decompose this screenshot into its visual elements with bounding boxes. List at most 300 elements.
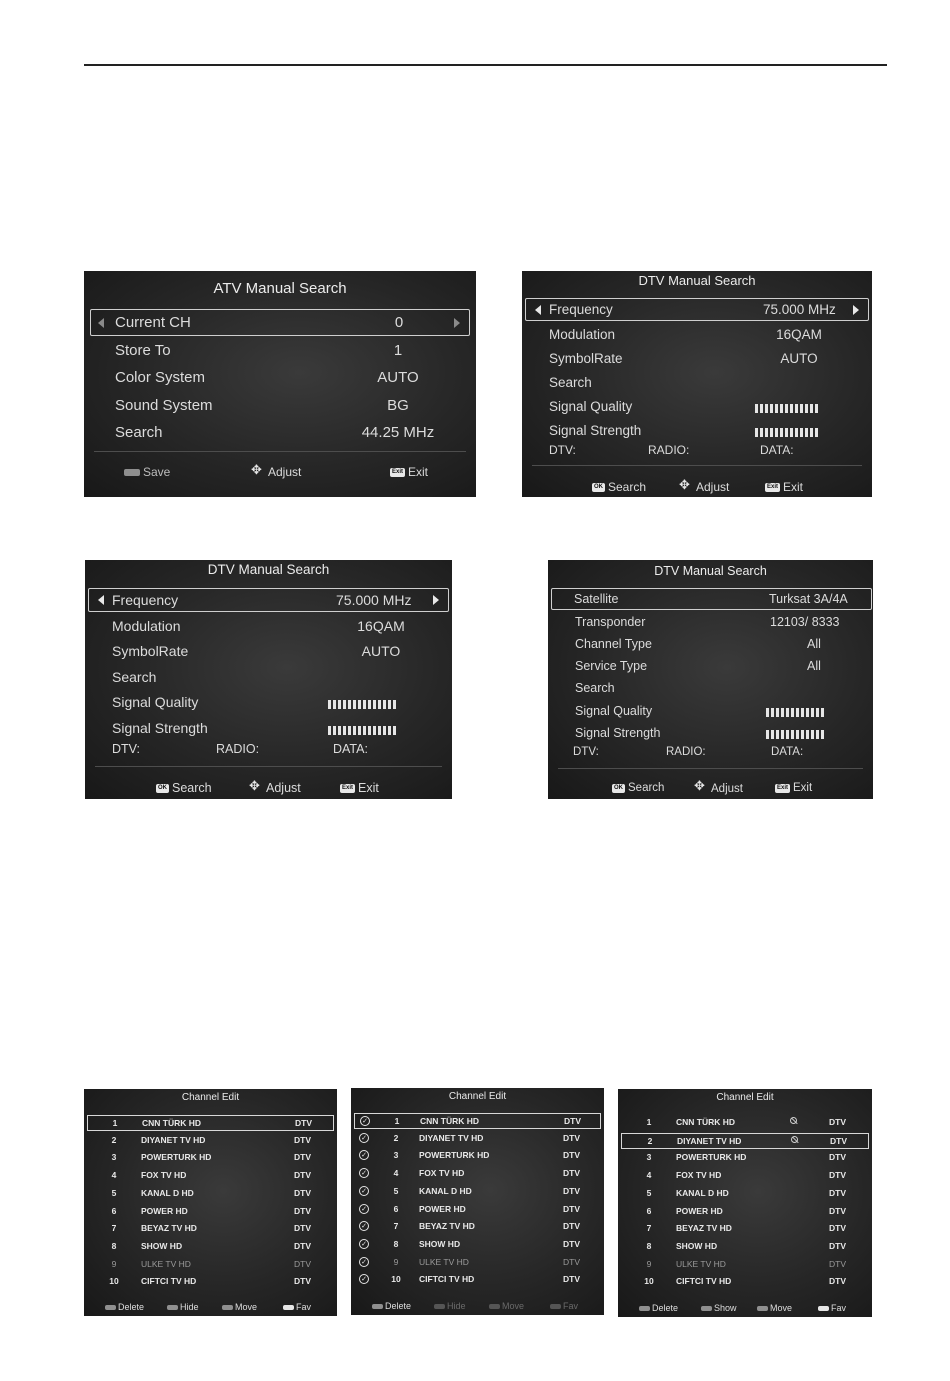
row-value: AUTO [780,351,818,366]
fav-key-icon [283,1305,294,1310]
panel-title: Channel Edit [716,1092,774,1103]
search-row[interactable] [528,372,866,394]
panel-footer [85,781,452,797]
arrow-left-icon[interactable] [535,305,541,315]
adjust-label: Adjust [711,782,743,795]
channel-type: DTV [563,1238,580,1249]
navigate-icon [252,466,265,479]
channel-name: POWERTURK HD [141,1152,212,1163]
adjust-hint[interactable] [695,782,743,795]
channel-type: DTV [563,1274,580,1285]
check-circle-icon[interactable]: ✓ [359,1257,369,1267]
signal-quality-bars [766,705,826,719]
row-value: All [807,637,821,651]
channel-number: 3 [393,1150,399,1161]
channel-row[interactable] [621,1186,869,1202]
ok-key-icon: OK [614,784,623,791]
row-value: 16QAM [776,327,822,342]
frequency-row[interactable] [88,588,449,612]
channel-type: DTV [830,1135,847,1146]
hide-hint[interactable] [434,1301,466,1311]
channel-type: DTV [563,1221,580,1232]
channel-row[interactable] [621,1204,869,1220]
row-label: Service Type [575,659,648,673]
fav-key-icon [550,1304,561,1309]
channel-row[interactable] [87,1239,334,1255]
channel-number: 10 [109,1276,119,1287]
channel-row[interactable] [354,1113,601,1129]
row-label: Signal Strength [549,423,642,438]
channel-name: SHOW HD [141,1240,183,1251]
store-to-row[interactable] [90,338,470,364]
channel-row[interactable] [87,1204,334,1220]
data-count-label: DATA: [333,742,368,756]
channel-name: BEYAZ TV HD [676,1223,732,1234]
channel-number: 1 [646,1117,652,1127]
row-label: SymbolRate [112,643,189,659]
channel-name: CNN TÜRK HD [676,1117,736,1127]
channel-row[interactable] [354,1131,601,1147]
modulation-row[interactable] [91,615,446,639]
grey-key-icon [124,469,140,476]
arrow-left-icon[interactable] [98,318,104,328]
move-label: Move [235,1302,258,1312]
fav-hint[interactable] [818,1303,846,1313]
check-circle-icon[interactable]: ✓ [360,1116,370,1126]
row-value: All [807,659,821,673]
exit-hint[interactable] [340,781,379,795]
channel-number: 8 [111,1240,117,1251]
counts-row [91,741,446,759]
show-label: Show [714,1303,737,1313]
row-label: SymbolRate [549,351,623,366]
row-value: 0 [394,314,404,331]
delete-hint[interactable] [372,1301,411,1311]
channel-type-row[interactable] [554,635,867,655]
check-circle-icon[interactable]: ✓ [359,1186,369,1196]
panel-title: DTV Manual Search [654,564,767,578]
hide-hint[interactable] [167,1302,199,1312]
row-label: Signal Quality [575,704,653,718]
channel-name: POWERTURK HD [419,1150,490,1161]
move-label: Move [502,1301,525,1311]
channel-number: 5 [111,1187,117,1198]
channel-number: 10 [644,1276,654,1287]
channel-number: 8 [646,1240,652,1251]
navigate-icon [250,782,263,795]
check-circle-icon[interactable]: ✓ [359,1204,369,1214]
channel-type: DTV [563,1168,580,1179]
channel-name: POWERTURK HD [676,1152,747,1163]
channel-name: ULKE TV HD [141,1258,191,1269]
channel-type: DTV [294,1276,311,1287]
channel-number: 7 [646,1223,652,1234]
radio-count-label: RADIO: [216,742,260,756]
adjust-hint[interactable] [250,781,301,795]
channel-number: 8 [393,1238,399,1249]
channel-type: DTV [294,1240,311,1251]
hide-label: Hide [180,1302,199,1312]
dtv-count-label: DTV: [549,443,576,457]
signal-strength-row [554,724,867,744]
exit-hint[interactable] [775,782,812,794]
adjust-label: Adjust [266,781,301,795]
yellow-key-icon [489,1304,500,1309]
symbolrate-row[interactable] [528,348,866,370]
row-value: 1 [393,342,403,359]
channel-row[interactable] [354,1255,601,1271]
row-label: Signal Strength [575,726,661,740]
fav-hint[interactable] [283,1302,311,1312]
row-label: Current CH [115,314,191,331]
channel-type: DTV [829,1187,846,1198]
channel-type: DTV [294,1170,311,1181]
row-label: Store To [115,342,171,359]
exit-label: Exit [783,480,804,494]
search-label: Search [608,480,647,494]
channel-name: KANAL D HD [141,1187,194,1198]
row-label: Color System [115,369,206,386]
channel-edit-panel-1 [84,1089,337,1316]
divider [95,766,442,767]
exit-hint[interactable] [390,465,428,479]
channel-name: ULKE TV HD [676,1258,726,1269]
channel-type: DTV [829,1276,846,1287]
channel-name: DIYANET TV HD [677,1135,742,1146]
hidden-channel-icon [791,1136,798,1143]
fav-label: Fav [563,1301,579,1311]
move-hint[interactable] [489,1301,524,1311]
signal-strength-bars [328,721,398,737]
sound-system-row[interactable] [90,393,470,419]
row-value: 75.000 MHz [336,592,412,608]
signal-strength-row [91,717,446,741]
panel-title: DTV Manual Search [638,273,756,288]
panel-footer [522,480,872,496]
channel-number: 3 [646,1152,652,1163]
channel-number: 5 [393,1185,399,1196]
dtv-manual-search-panel-a [522,271,872,497]
channel-row[interactable] [621,1274,869,1290]
symbolrate-row[interactable] [91,640,446,664]
frequency-row[interactable] [525,298,869,321]
row-value: 12103/ 8333 [770,615,840,629]
channel-number: 9 [111,1258,117,1269]
channel-name: CNN TÜRK HD [420,1116,480,1126]
channel-name: FOX TV HD [141,1170,187,1181]
channel-name: CNN TÜRK HD [142,1118,202,1128]
move-label: Move [770,1303,793,1313]
channel-row[interactable] [87,1168,334,1184]
channel-number: 9 [393,1256,399,1267]
exit-key-icon: Exit [392,468,404,475]
green-key-icon [167,1305,178,1310]
check-circle-icon[interactable]: ✓ [359,1133,369,1143]
row-value: 16QAM [357,618,405,634]
search-row[interactable] [554,679,867,699]
adjust-label: Adjust [696,480,730,494]
adjust-label: Adjust [268,465,302,479]
arrow-right-icon[interactable] [433,595,439,605]
channel-row[interactable] [354,1219,601,1235]
delete-hint[interactable] [105,1302,144,1312]
check-circle-icon[interactable]: ✓ [359,1239,369,1249]
channel-type: DTV [563,1185,580,1196]
channel-number: 9 [646,1258,652,1269]
channel-name: ULKE TV HD [419,1256,469,1267]
row-value: BG [387,397,409,414]
divider [94,451,466,452]
search-hint[interactable] [612,782,664,794]
channel-name: POWER HD [676,1205,723,1216]
header-rule [84,64,887,66]
channel-type: DTV [294,1223,311,1234]
fav-label: Fav [831,1303,847,1313]
channel-row[interactable] [87,1150,334,1166]
channel-row[interactable] [87,1221,334,1237]
navigate-icon [695,782,708,795]
channel-type: DTV [563,1203,580,1214]
channel-row[interactable] [87,1186,334,1202]
channel-name: POWER HD [419,1203,466,1214]
row-label: Sound System [115,397,213,414]
counts-row [554,745,867,763]
service-type-row[interactable] [554,657,867,677]
radio-count-label: RADIO: [666,746,706,758]
divider [532,465,862,466]
show-hint[interactable] [701,1303,737,1313]
channel-type: DTV [295,1118,312,1128]
row-label: Signal Strength [112,720,208,736]
yellow-key-icon [222,1305,233,1310]
check-circle-icon[interactable]: ✓ [359,1150,369,1160]
modulation-row[interactable] [528,324,866,346]
channel-number: 4 [393,1168,399,1179]
row-label: Signal Quality [549,399,633,414]
search-hint[interactable] [156,781,212,795]
channel-name: CIFTCI TV HD [141,1276,197,1287]
channel-name: BEYAZ TV HD [419,1221,475,1232]
row-value: Turksat 3A/4A [769,592,848,606]
transponder-row[interactable] [554,613,867,633]
channel-row[interactable] [621,1133,869,1149]
search-label: Search [628,782,665,794]
row-label: Search [112,669,157,685]
channel-row[interactable] [87,1257,334,1273]
radio-count-label: RADIO: [648,443,690,457]
channel-type: DTV [829,1205,846,1216]
channel-row[interactable] [354,1184,601,1200]
counts-row [528,442,866,460]
channel-edit-panel-2 [351,1088,604,1315]
channel-number: 6 [393,1203,399,1214]
channel-name: CIFTCI TV HD [676,1276,732,1287]
data-count-label: DATA: [760,443,794,457]
color-system-row[interactable] [90,365,470,391]
channel-row[interactable] [621,1150,869,1166]
channel-edit-panel-3 [618,1089,872,1317]
exit-label: Exit [408,465,429,479]
data-count-label: DATA: [771,746,804,758]
fav-hint[interactable] [550,1301,578,1311]
ok-key-icon: OK [158,784,167,791]
panel-footer [84,465,476,481]
check-circle-icon[interactable]: ✓ [359,1168,369,1178]
red-key-icon [372,1304,383,1309]
channel-type: DTV [294,1258,311,1269]
panel-title: Channel Edit [181,1092,240,1103]
channel-row[interactable] [621,1221,869,1237]
channel-name: KANAL D HD [676,1187,729,1198]
channel-number: 2 [111,1134,117,1145]
red-key-icon [105,1305,116,1310]
exit-label: Exit [358,781,379,795]
delete-label: Delete [652,1303,679,1313]
delete-label: Delete [385,1301,412,1311]
fav-key-icon [818,1306,829,1311]
channel-row[interactable] [621,1115,869,1131]
signal-strength-row [528,420,866,442]
adjust-hint[interactable] [680,480,729,494]
channel-name: FOX TV HD [676,1170,722,1181]
signal-quality-bars [755,400,820,415]
signal-strength-bars [766,727,826,741]
exit-key-icon: Exit [777,784,789,791]
channel-name: FOX TV HD [419,1168,465,1179]
move-hint[interactable] [222,1302,257,1312]
channel-type: DTV [829,1223,846,1234]
arrow-right-icon[interactable] [853,305,859,315]
channel-type: DTV [829,1240,846,1251]
channel-number: 1 [112,1118,118,1128]
signal-quality-bars [328,695,398,711]
search-label: Search [172,781,212,795]
panel-title: Channel Edit [448,1091,507,1102]
hidden-channel-icon [790,1117,797,1124]
channel-row[interactable] [87,1115,334,1131]
save-hint[interactable] [124,465,170,479]
channel-name: SHOW HD [676,1240,718,1251]
channel-name: KANAL D HD [419,1185,472,1196]
panel-title: ATV Manual Search [213,280,347,297]
channel-type: DTV [564,1116,581,1126]
yellow-key-icon [757,1306,768,1311]
channel-type: DTV [294,1134,311,1145]
row-label: Frequency [112,592,179,608]
search-row[interactable] [91,666,446,690]
delete-hint[interactable] [639,1303,678,1313]
check-circle-icon[interactable]: ✓ [359,1274,369,1284]
channel-number: 2 [393,1132,399,1143]
channel-type: DTV [294,1205,311,1216]
row-value: 44.25 MHz [361,424,435,441]
panel-footer [84,1302,337,1314]
channel-type: DTV [829,1170,846,1181]
channel-type: DTV [829,1117,846,1127]
channel-number: 6 [111,1205,117,1216]
channel-name: POWER HD [141,1205,188,1216]
channel-row[interactable] [354,1166,601,1182]
search-hint[interactable] [592,480,646,494]
channel-row[interactable] [87,1274,334,1290]
channel-row[interactable] [621,1239,869,1255]
green-key-icon [701,1306,712,1311]
channel-row[interactable] [354,1202,601,1218]
adjust-hint[interactable] [252,465,301,479]
row-label: Modulation [112,618,181,634]
channel-number: 10 [391,1274,401,1285]
channel-name: BEYAZ TV HD [141,1223,197,1234]
channel-type: DTV [294,1152,311,1163]
channel-number: 6 [646,1205,652,1216]
green-key-icon [434,1304,445,1309]
satellite-row[interactable] [551,588,872,610]
move-hint[interactable] [757,1303,792,1313]
channel-name: DIYANET TV HD [141,1134,206,1145]
ok-key-icon: OK [594,483,603,490]
channel-type: DTV [829,1152,846,1163]
channel-type: DTV [563,1150,580,1161]
channel-number: 2 [647,1135,653,1146]
exit-hint[interactable] [765,480,803,494]
current-ch-row[interactable] [90,309,470,336]
row-label: Transponder [575,615,646,629]
row-label: Signal Quality [112,694,199,710]
channel-number: 3 [111,1152,117,1163]
dtv-count-label: DTV: [573,746,599,758]
channel-row[interactable] [354,1237,601,1253]
row-label: Channel Type [575,637,652,651]
dtv-satellite-search-panel [548,560,873,799]
channel-row[interactable] [87,1133,334,1149]
search-row[interactable] [90,420,470,446]
channel-row[interactable] [621,1168,869,1184]
red-key-icon [639,1306,650,1311]
hide-label: Hide [447,1301,466,1311]
signal-quality-row [91,691,446,715]
dtv-manual-search-panel-b [85,560,452,799]
fav-label: Fav [296,1302,312,1312]
channel-type: DTV [563,1256,580,1267]
row-value: 75.000 MHz [763,302,836,317]
row-label: Search [575,681,615,695]
channel-number: 4 [111,1170,117,1181]
channel-row[interactable] [354,1272,601,1288]
save-label: Save [143,465,171,479]
channel-number: 7 [111,1223,117,1234]
channel-number: 4 [646,1170,652,1181]
panel-footer [618,1303,872,1315]
panel-footer [548,782,873,798]
delete-label: Delete [118,1302,145,1312]
exit-label: Exit [793,782,813,794]
divider [558,768,863,769]
channel-row[interactable] [621,1257,869,1273]
channel-name: SHOW HD [419,1238,461,1249]
check-circle-icon[interactable]: ✓ [359,1221,369,1231]
navigate-icon [680,481,693,494]
arrow-left-icon[interactable] [98,595,104,605]
panel-footer [351,1301,604,1313]
panel-title: DTV Manual Search [207,562,330,577]
channel-row[interactable] [354,1148,601,1164]
atv-manual-search-panel [84,271,476,497]
arrow-right-icon[interactable] [454,318,460,328]
row-label: Search [115,424,163,441]
channel-name: DIYANET TV HD [419,1132,484,1143]
channel-number: 1 [394,1116,400,1126]
row-label: Search [549,375,592,390]
